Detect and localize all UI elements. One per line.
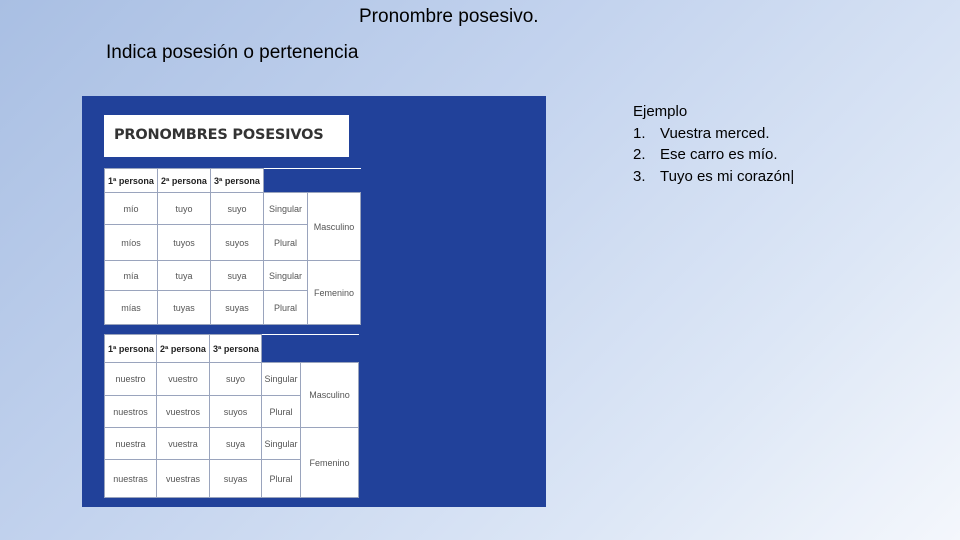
slide-title: Pronombre posesivo. bbox=[359, 6, 539, 27]
table-cell: vuestra bbox=[157, 428, 210, 460]
table-row bbox=[105, 193, 361, 225]
header-cell: 1ª persona bbox=[105, 169, 158, 193]
number-cell: Singular bbox=[262, 363, 301, 396]
table-cell: suyo bbox=[210, 363, 262, 396]
table-cell: nuestras bbox=[105, 460, 157, 498]
pronouns-heading: PRONOMBRES POSESIVOS bbox=[114, 127, 324, 143]
example-item bbox=[633, 166, 794, 188]
number-cell: Plural bbox=[264, 225, 308, 261]
example-text: Tuyo es mi corazón| bbox=[660, 167, 795, 185]
table-cell: mío bbox=[105, 193, 158, 225]
gender-cell: Femenino bbox=[301, 428, 359, 498]
table-cell: mía bbox=[105, 261, 158, 291]
pronouns-table-plural-owner bbox=[104, 334, 359, 498]
table-cell: mías bbox=[105, 291, 158, 325]
table-cell: tuya bbox=[158, 261, 211, 291]
header-cell: 3ª persona bbox=[210, 335, 262, 363]
gender-cell: Masculino bbox=[301, 363, 359, 428]
header-cell: 2ª persona bbox=[158, 169, 211, 193]
number-cell: Singular bbox=[264, 261, 308, 291]
table-header-row bbox=[105, 169, 361, 193]
table-row bbox=[105, 261, 361, 291]
table-cell: vuestros bbox=[157, 396, 210, 428]
example-number: 2. bbox=[633, 146, 646, 163]
number-cell: Plural bbox=[264, 291, 308, 325]
pronouns-image-panel bbox=[82, 96, 546, 507]
header-cell: 3ª persona bbox=[211, 169, 264, 193]
pronouns-heading-box bbox=[104, 115, 349, 157]
table-cell: vuestras bbox=[157, 460, 210, 498]
table-header-row bbox=[105, 335, 359, 363]
table-cell: suya bbox=[211, 261, 264, 291]
example-item bbox=[633, 123, 794, 145]
pronouns-table-singular-owner bbox=[104, 168, 361, 325]
table-cell: suyas bbox=[210, 460, 262, 498]
table-cell: nuestros bbox=[105, 396, 157, 428]
table-row bbox=[105, 428, 359, 460]
table-cell: míos bbox=[105, 225, 158, 261]
example-number: 3. bbox=[633, 167, 646, 185]
table-cell: nuestro bbox=[105, 363, 157, 396]
example-text: Vuestra merced. bbox=[660, 124, 770, 142]
example-block bbox=[633, 101, 794, 187]
number-cell: Singular bbox=[264, 193, 308, 225]
number-cell: Plural bbox=[262, 460, 301, 498]
table-cell: suyos bbox=[210, 396, 262, 428]
example-number: 1. bbox=[633, 124, 646, 142]
header-cell: 2ª persona bbox=[157, 335, 210, 363]
table-cell: tuyo bbox=[158, 193, 211, 225]
table-cell: tuyas bbox=[158, 291, 211, 325]
table-cell: suya bbox=[210, 428, 262, 460]
gender-cell: Femenino bbox=[308, 261, 361, 325]
table-cell: vuestro bbox=[157, 363, 210, 396]
number-cell: Singular bbox=[262, 428, 301, 460]
table-cell: tuyos bbox=[158, 225, 211, 261]
example-title: Ejemplo bbox=[633, 103, 688, 120]
table-cell: suyos bbox=[211, 225, 264, 261]
example-item bbox=[633, 144, 794, 166]
example-text: Ese carro es mío. bbox=[660, 146, 778, 163]
gender-cell: Masculino bbox=[308, 193, 361, 261]
table-cell: suyo bbox=[211, 193, 264, 225]
number-cell: Plural bbox=[262, 396, 301, 428]
table-cell: suyas bbox=[211, 291, 264, 325]
table-row bbox=[105, 363, 359, 396]
slide-subtitle: Indica posesión o pertenencia bbox=[106, 42, 359, 63]
table-cell: nuestra bbox=[105, 428, 157, 460]
header-cell: 1ª persona bbox=[105, 335, 157, 363]
